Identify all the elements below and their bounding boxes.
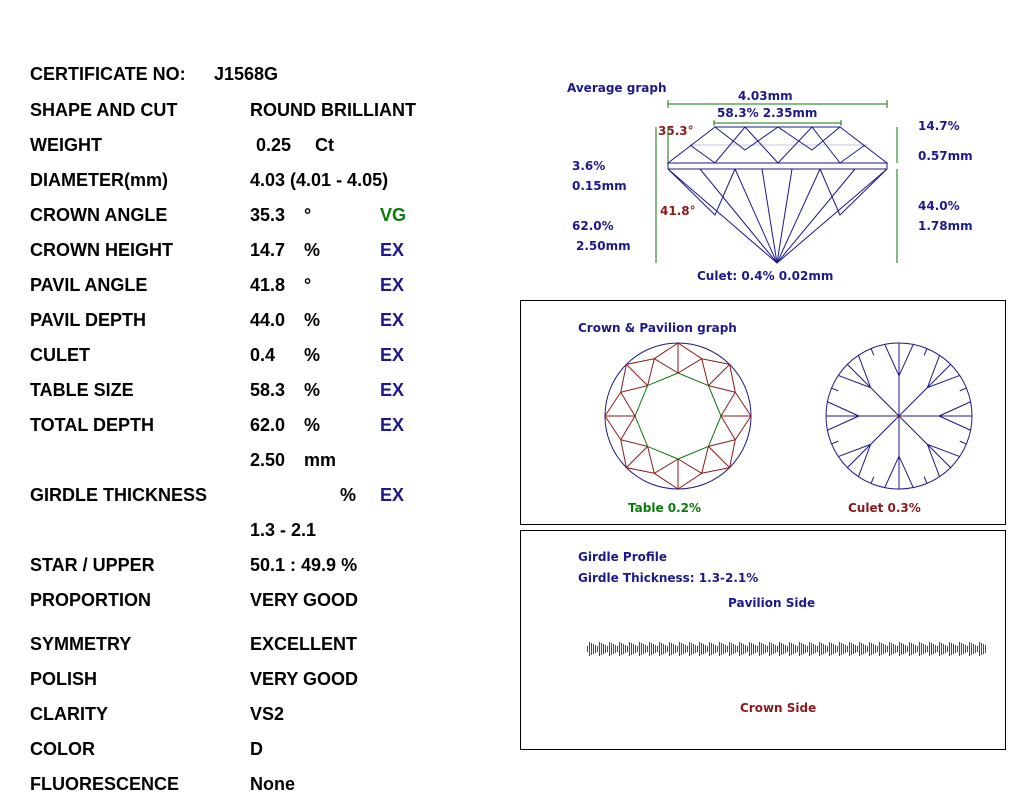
girdle-mm-annotation: 0.15mm (572, 179, 627, 193)
girdle-unit: % (340, 485, 357, 505)
shape-label: SHAPE AND CUT (30, 100, 178, 120)
symmetry-value: EXCELLENT (250, 634, 358, 654)
pavilion-mm-annotation: 1.78mm (918, 219, 973, 233)
girdle-profile-panel (520, 530, 1006, 750)
total-depth-mm-value: 2.50 (250, 450, 286, 470)
pavil-angle-label: PAVIL ANGLE (30, 275, 148, 295)
pavilion-view-diagram (824, 341, 974, 491)
crown-pavilion-panel (520, 300, 1006, 525)
star-upper-label: STAR / UPPER (30, 555, 155, 575)
star-upper-value: 50.1 : 49.9 % (250, 555, 358, 575)
color-label: COLOR (30, 739, 95, 759)
symmetry-label: SYMMETRY (30, 634, 132, 654)
pavilion-angle-annotation: 41.8° (660, 204, 696, 218)
diamond-profile-drawing (0, 0, 1010, 300)
culet-label: CULET (30, 345, 90, 365)
total-depth-grade: EX (380, 415, 405, 435)
table-annotation: 58.3% 2.35mm (717, 106, 818, 120)
culet-value: 0.4 (250, 345, 276, 365)
certificate-label: CERTIFICATE NO: (30, 64, 186, 84)
crown-angle-label: CROWN ANGLE (30, 205, 168, 225)
pavilion-side-label: Pavilion Side (728, 596, 816, 610)
crown-height-label: CROWN HEIGHT (30, 240, 173, 260)
pavil-angle-unit: ° (304, 275, 312, 295)
crown-pct-annotation: 14.7% (918, 119, 960, 133)
certificate-number: J1568G (214, 64, 279, 84)
clarity-value: VS2 (250, 704, 285, 724)
crown-height-value: 14.7 (250, 240, 286, 260)
girdle-thickness-text: Girdle Thickness: 1.3-2.1% (578, 571, 759, 585)
total-pct-annotation: 62.0% (572, 219, 614, 233)
girdle-profile-title: Girdle Profile (578, 550, 668, 564)
culet-grade: EX (380, 345, 405, 365)
pavil-depth-unit: % (304, 310, 321, 330)
girdle-value: 1.3 - 2.1 (250, 520, 317, 540)
girdle-label: GIRDLE THICKNESS (30, 485, 208, 505)
shape-value: ROUND BRILLIANT (250, 100, 416, 120)
culet-unit: % (304, 345, 321, 365)
polish-label: POLISH (30, 669, 98, 689)
weight-value: 0.25 (256, 135, 292, 155)
weight-unit: Ct (315, 135, 334, 155)
average-graph-title: Average graph (567, 81, 667, 95)
crown-angle-value: 35.3 (250, 205, 286, 225)
total-depth-unit: % (304, 415, 321, 435)
crown-side-label: Crown Side (740, 701, 817, 715)
fluorescence-label: FLUORESCENCE (30, 774, 180, 794)
pavil-depth-value: 44.0 (250, 310, 286, 330)
girdle-pct-annotation: 3.6% (572, 159, 606, 173)
pavil-angle-value: 41.8 (250, 275, 286, 295)
table-size-label: TABLE SIZE (30, 380, 134, 400)
color-value: D (250, 739, 263, 759)
crown-height-unit: % (304, 240, 321, 260)
crown-angle-annotation: 35.3° (658, 124, 694, 138)
pavil-angle-grade: EX (380, 275, 405, 295)
crown-height-grade: EX (380, 240, 405, 260)
table-size-value: 58.3 (250, 380, 286, 400)
clarity-label: CLARITY (30, 704, 108, 724)
crown-view-diagram (603, 341, 753, 491)
culet-annotation: Culet: 0.4% 0.02mm (697, 269, 834, 283)
polish-value: VERY GOOD (250, 669, 359, 689)
fluorescence-value: None (250, 774, 295, 794)
weight-label: WEIGHT (30, 135, 102, 155)
table-size-grade: EX (380, 380, 405, 400)
total-depth-value: 62.0 (250, 415, 286, 435)
diameter-label: DIAMETER(mm) (30, 170, 168, 190)
proportion-label: PROPORTION (30, 590, 152, 610)
crown-angle-unit: ° (304, 205, 312, 225)
total-depth-label: TOTAL DEPTH (30, 415, 155, 435)
girdle-grade: EX (380, 485, 405, 505)
total-mm-annotation: 2.50mm (576, 239, 631, 253)
diameter-annotation: 4.03mm (738, 89, 793, 103)
proportion-value: VERY GOOD (250, 590, 359, 610)
total-depth-mm-unit: mm (304, 450, 337, 470)
crown-angle-grade: VG (380, 205, 407, 225)
crown-pavilion-title: Crown & Pavilion graph (578, 321, 737, 335)
table-percent-label: Table 0.2% (628, 501, 702, 515)
crown-mm-annotation: 0.57mm (918, 149, 973, 163)
table-size-unit: % (304, 380, 321, 400)
pavil-depth-label: PAVIL DEPTH (30, 310, 147, 330)
pavil-depth-grade: EX (380, 310, 405, 330)
pavilion-pct-annotation: 44.0% (918, 199, 960, 213)
girdle-thickness-band (587, 641, 987, 657)
diameter-value: 4.03 (4.01 - 4.05) (250, 170, 389, 190)
culet-percent-label: Culet 0.3% (848, 501, 921, 515)
